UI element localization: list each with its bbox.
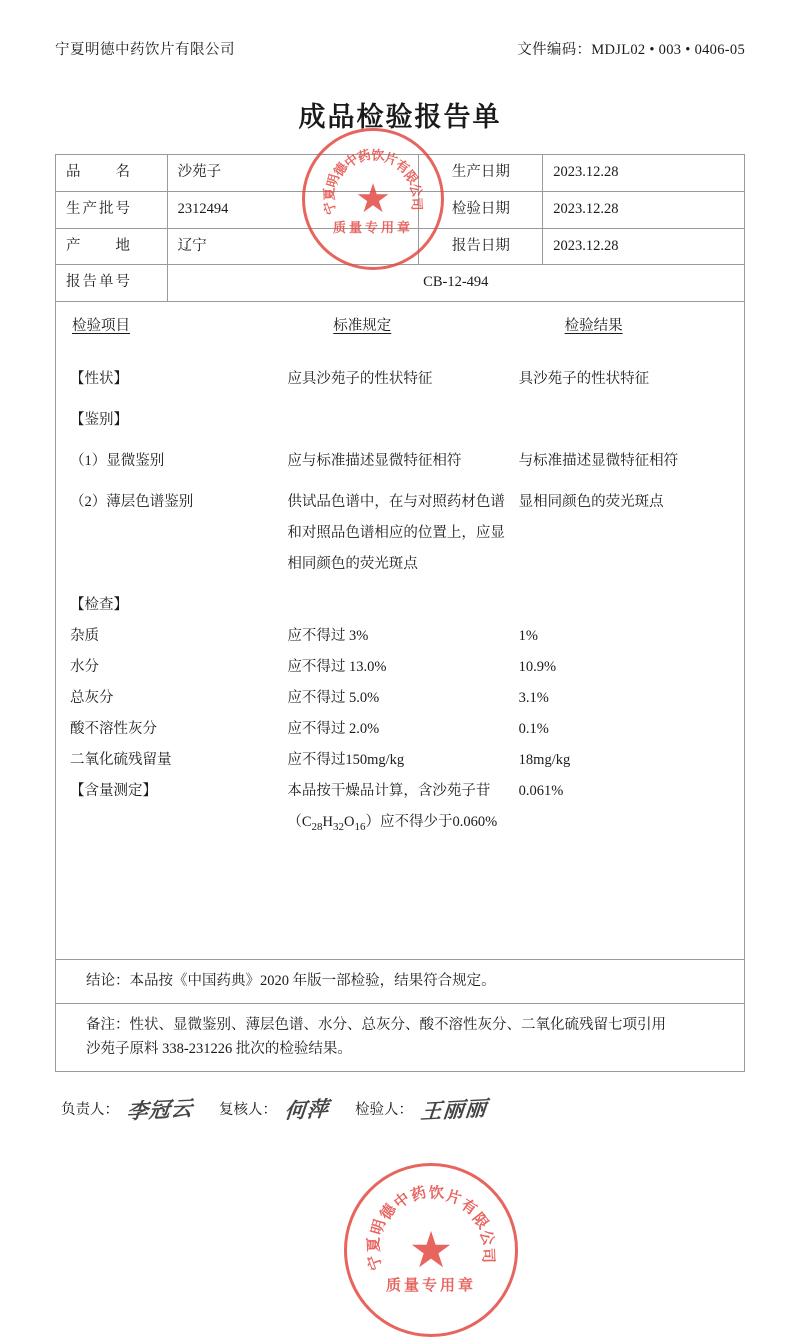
signature-inspector (355, 1094, 487, 1124)
table-row (56, 369, 744, 400)
table-row (56, 626, 744, 657)
inspection-grid-header (56, 302, 744, 341)
row-result (513, 812, 744, 843)
star-icon: ★ (408, 1222, 454, 1278)
column-header-standard: 标准规定 (333, 318, 392, 334)
conclusion-text: 本品按《中国药典》2020 年版一部检验，结果符合规定。 (129, 973, 496, 989)
row-item (56, 554, 281, 585)
production-date-label: 生产日期 (419, 155, 543, 192)
table-row (56, 781, 744, 812)
signature-handwriting: 何萍 (283, 1096, 331, 1124)
row-result (513, 595, 744, 626)
table-row (56, 595, 744, 626)
origin-value: 辽宁 (167, 228, 419, 265)
row-standard: 供试品色谱中，在与对照药材色谱 (287, 494, 505, 510)
signature-row (55, 1072, 745, 1124)
row-item: 【鉴别】 (70, 412, 128, 428)
row-result: 具沙苑子的性状特征 (518, 371, 650, 387)
row-result: 18mg/kg (518, 752, 571, 768)
remark-label: 备注： (86, 1016, 130, 1033)
row-item (56, 523, 281, 554)
row-item: 杂质 (70, 628, 99, 644)
document-header (55, 38, 745, 59)
conclusion-row (55, 960, 745, 1004)
row-standard: 应不得过 13.0% (287, 659, 387, 675)
signature-label: 负责人： (61, 1102, 119, 1119)
seal-subtitle-bottom: 质量专用章 (385, 1277, 476, 1294)
table-row (56, 523, 744, 554)
table-row (56, 191, 745, 228)
table-row (56, 657, 744, 688)
signature-responsible (61, 1094, 193, 1124)
row-standard: 应不得过 5.0% (287, 690, 380, 706)
table-row (56, 812, 744, 843)
signature-label: 检验人： (355, 1102, 413, 1119)
row-standard: 和对照品色谱相应的位置上，应显 (287, 525, 505, 541)
production-date-value: 2023.12.28 (543, 155, 745, 192)
table-row (56, 688, 744, 719)
row-standard: 应不得过 3% (287, 628, 369, 644)
table-row (56, 228, 745, 265)
seal-ring-text-top: 宁 夏 明 德 中 药 饮 片 有 限 公 司 (320, 146, 426, 217)
report-no-label: 报告单号 (56, 265, 168, 302)
row-item: 二氧化硫残留量 (70, 752, 172, 768)
seal-ring-text-bottom: 宁 夏 明 德 中 药 饮 片 有 限 公 司 (365, 1184, 497, 1272)
product-name-label: 品 名 (56, 155, 168, 192)
row-item (56, 812, 281, 843)
row-item: 【检查】 (70, 597, 128, 613)
seal-subtitle-top: 质量专用章 (332, 219, 413, 235)
row-result (513, 523, 744, 554)
inspect-date-label: 检验日期 (419, 191, 543, 228)
batch-label: 生产批号 (56, 191, 168, 228)
batch-value: 2312494 (167, 191, 419, 228)
company-seal-bottom (344, 1163, 518, 1337)
document-code-label: 文件编码： (517, 42, 592, 58)
table-row (56, 554, 744, 585)
row-standard (281, 595, 512, 626)
table-row (56, 451, 744, 482)
page-title: 成品检验报告单 (298, 102, 502, 132)
row-standard (281, 410, 512, 441)
row-result (513, 410, 744, 441)
table-row (56, 155, 745, 192)
signature-reviewer (219, 1094, 329, 1124)
report-no-value: CB-12-494 (167, 265, 744, 302)
row-standard: 应与标准描述显微特征相符 (287, 453, 462, 469)
row-result: 显相同颜色的荧光斑点 (518, 494, 664, 510)
column-header-item: 检验项目 (72, 318, 130, 334)
row-result: 3.1% (518, 690, 549, 706)
row-result (513, 554, 744, 585)
row-item: 水分 (70, 659, 99, 675)
row-standard: 应不得过150mg/kg (287, 752, 405, 768)
row-standard: 相同颜色的荧光斑点 (287, 556, 418, 572)
report-date-value: 2023.12.28 (543, 228, 745, 265)
signature-label: 复核人： (219, 1102, 277, 1119)
table-row (56, 410, 744, 441)
row-standard: $(C_{28}H_{32}O_{16})$应不得少于0.060% (287, 814, 498, 833)
row-item: （2）薄层色谱鉴别 (70, 494, 194, 510)
remark-line2: 沙苑子原料 338-231226 批次的检验结果。 (86, 1041, 352, 1058)
column-header-result: 检验结果 (564, 318, 623, 334)
row-item: 酸不溶性灰分 (70, 721, 157, 737)
row-result: 1% (518, 628, 539, 644)
row-result: 10.9% (518, 659, 557, 675)
table-row (56, 719, 744, 750)
row-result: 0.1% (518, 721, 549, 737)
table-row (56, 265, 745, 302)
product-info-table (55, 154, 745, 302)
row-standard: 应不得过 2.0% (287, 721, 380, 737)
origin-label: 产 地 (56, 228, 168, 265)
document-code (517, 38, 745, 59)
report-date-label: 报告日期 (419, 228, 543, 265)
row-result: 0.061% (518, 783, 564, 799)
product-name-value: 沙苑子 (167, 155, 419, 192)
signature-handwriting: 王丽丽 (419, 1096, 489, 1124)
star-icon: ★ (355, 176, 391, 221)
table-row (56, 750, 744, 781)
table-row (56, 492, 744, 523)
row-item: 【性状】 (70, 371, 128, 387)
row-item: （1）显微鉴别 (70, 453, 165, 469)
document-code-value: MDJL02 • 003 • 0406-05 (591, 42, 745, 58)
signature-handwriting: 李冠云 (125, 1096, 195, 1124)
remark-line1: 性状、显微鉴别、薄层色谱、水分、总灰分、酸不溶性灰分、二氧化硫残留七项引用 (129, 1016, 666, 1033)
conclusion-label: 结论： (86, 973, 130, 989)
company-name: 宁夏明德中药饮片有限公司 (55, 42, 235, 58)
row-item: 总灰分 (70, 690, 114, 706)
row-item: 【含量测定】 (70, 783, 157, 799)
row-standard: 本品按干燥品计算，含沙苑子苷 (287, 783, 491, 799)
row-result: 与标准描述显微特征相符 (518, 453, 679, 469)
row-standard: 应具沙苑子的性状特征 (287, 371, 433, 387)
remark-row (55, 1004, 745, 1072)
inspect-date-value: 2023.12.28 (543, 191, 745, 228)
